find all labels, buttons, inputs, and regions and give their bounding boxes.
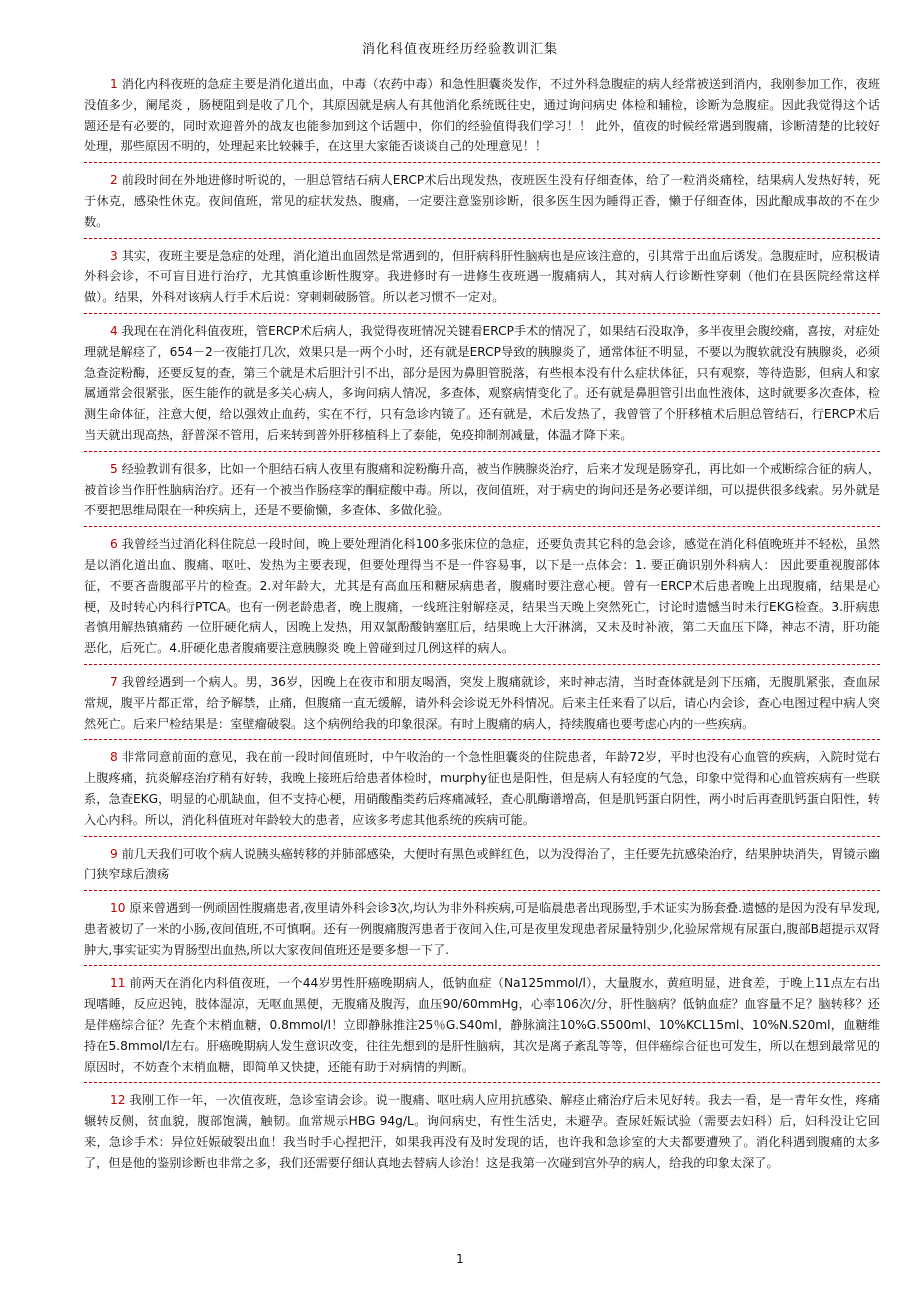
paragraph-number: 2: [110, 173, 118, 188]
dashed-separator: [84, 890, 880, 891]
paragraph-text: 我曾经遇到一个病人。男，36岁，因晚上在夜市和朋友喝酒，突发上腹痛就诊，来时神志清，当时查体就是剑下压痛，无腹肌紧张，查血尿常规，腹平片都正常，给予解禁，止痛，但腹痛一直无缓解，请外科会诊说无外科情况。后来主任来看了以后，请心内会诊，查心电图过程中病人突然死亡。后来尸检结果是：室壁瘤破裂。这个病例给我的印象很深。有时上腹痛的病人，持续腹痛也要考虑心内的一些疾病。: [84, 674, 881, 731]
paragraph-11: [84, 973, 880, 1077]
paragraph-number: 7: [110, 674, 118, 689]
paragraph-number: 8: [110, 750, 118, 765]
paragraph-7: [84, 672, 880, 734]
paragraph-8: [84, 747, 880, 830]
document-body: [84, 74, 880, 1174]
paragraph-10: [84, 898, 880, 960]
paragraph-number: 6: [110, 537, 118, 552]
paragraph-text: 前段时间在外地进修时听说的，一胆总管结石病人ERCP术后出现发热，夜班医生没有仔细查体，给了一粒消炎痛栓，结果病人发热好转，死于休克，感染性休克。夜间值班，常见的症状发热、腹痛，一定要注意鉴别诊断，很多医生因为睡得正香，懒于仔细查体，因此酿成事故的不在少数。: [84, 173, 881, 229]
paragraph-text: 我刚工作一年，一次值夜班，急诊室请会诊。说一腹痛、呕吐病人应用抗感染、解痉止痛治疗后未见好转。我去一看，是一青年女性，疼痛辗转反侧，贫血貌，腹部饱满，触韧。血常规示HBG 94g/L。询问病史，有性生活史，未避孕。查尿妊娠试验（需要去妇科）后，妇科没让它回来，急诊手术：异位妊娠破裂出血！我当时手心捏把汗，如果我再没有及时发现的话，也许我和急诊室的大夫都要遭殃了。消化科遇到腹痛的太多了，但是他的鉴别诊断也非常之多，我们还需要仔细认真地去替病人诊治！这是我第一次碰到宫外孕的病人，给我的印象太深了。: [84, 1093, 881, 1170]
dashed-separator: [84, 526, 880, 527]
paragraph-5: [84, 459, 880, 521]
page-number: 1: [456, 1252, 464, 1266]
paragraph-text: 前两天在消化内科值夜班，一个44岁男性肝癌晚期病人，低钠血症（Na125mmol/l），大量腹水，黄疸明显，进食差，于晚上11点左右出现嗜睡，反应迟钝，肢体湿凉，无呕血黑便，无腹痛及腹泻，血压90/60mmHg，心率106次/分，肝性脑病？低钠血症？血容量不足？脑转移？还是伴癌综合征？先查个末梢血糖，0.8mmol/l！立即静脉推注25％G.S40ml，静脉滴注10%G.S500ml、10%KCL15ml、10%N.S20ml，血糖维持在5.8mmol/l左右。肝癌晚期病人发生意识改变，往往先想到的是肝性脑病，其次是离子紊乱等等，但伴癌综合征也可发生，所以在想到最常见的原因时，不妨查个末梢血糖，即简单又快捷，还能有助于对病情的判断。: [84, 976, 881, 1074]
paragraph-number: 3: [110, 248, 118, 263]
dashed-separator: [84, 1082, 880, 1083]
paragraph-number: 4: [110, 323, 118, 338]
paragraph-2: [84, 170, 880, 232]
page-title: 消化科值夜班经历经验教训汇集: [361, 42, 558, 57]
paragraph-12: [84, 1090, 880, 1173]
paragraph-9: [84, 844, 880, 886]
paragraph-number: 9: [110, 846, 118, 861]
paragraph-text: 我现在在消化科值夜班，管ERCP术后病人，我觉得夜班情况关键看ERCP手术的情况了，如果结石没取净，多半夜里会腹绞痛，喜按，对症处理就是解痉了，654－2一夜能打几次，效果只是一两个小时，还有就是ERCP导致的胰腺炎了，通常体征不明显，不要以为腹软就没有胰腺炎，必须急查淀粉酶，还要反复的查，第三个就是术后胆汁引不出，部分是因为鼻胆管脱落，有些根本没有什么症状体征，只有观察，等待造影，但病人和家属通常会很紧张，医生能作的就是多关心病人，多询问病人情况，多查体，观察病情变化了。还有就是鼻胆管引出血性液体，这时就要多次查体，检测生命体征，注意大便，给以强效止血药，实在不行，只有急诊内镜了。还有就是，术后发热了，我曾管了个肝移植术后胆总管结石，行ERCP术后当天就出现高热，舒普深不管用，后来转到普外肝移植科上了泰能，免疫抑制剂减量，体温才降下来。: [84, 323, 880, 442]
dashed-separator: [84, 313, 880, 314]
paragraph-text: 经验教训有很多，比如一个胆结石病人夜里有腹痛和淀粉酶升高，被当作胰腺炎治疗，后来才发现是肠穿孔，再比如一个戒断综合征的病人，被首诊当作肝性脑病治疗。还有一个被当作肠痉挛的酮症酸中毒。所以，夜间值班，对于病史的询问还是务必要详细，可以提供很多线索。另外就是不要把思维局限在一种疾病上，还是不要偷懒，多查体、多做化验。: [84, 461, 881, 518]
paragraph-4: [84, 321, 880, 446]
dashed-separator: [84, 162, 880, 163]
dashed-separator: [84, 238, 880, 239]
dashed-separator: [84, 965, 880, 966]
paragraph-text: 其实，夜班主要是急症的处理，消化道出血固然是常遇到的，但肝病科肝性脑病也是应该注意的，引其常于出血后诱发。急腹症时，应积极请外科会诊，不可盲目进行治疗，尤其慎重诊断性腹穿。我进修时有一进修生夜班遇一腹痛病人，其对病人行诊断性穿刺（他们在县医院经常这样做）。结果，外科对该病人行手术后说：穿刺刺破肠管。所以老习惯不一定对。: [84, 248, 881, 305]
paragraph-text: 原来曾遇到一例顽固性腹痛患者,夜里请外科会诊3次,均认为非外科疾病,可是临晨患者出现肠型,手术证实为肠套叠.遗憾的是因为没有早发现,患者被切了一米的小肠,夜间值班,不可慎啊。还有一例腹痛腹泻患者于夜间入住,可是夜里发现患者尿量特别少,化验尿常规有尿蛋白,腹部B超提示双肾肿大,事实证实为胃肠型出血热,所以大家夜间值班还是要多想一下了.: [84, 901, 881, 957]
paragraph-number: 10: [110, 901, 126, 916]
dashed-separator: [84, 836, 880, 837]
paragraph-number: 11: [110, 976, 126, 991]
paragraph-1: [84, 74, 880, 157]
paragraph-number: 1: [110, 77, 118, 91]
paragraph-text: 非常同意前面的意见，我在前一段时间值班时，中午收治的一个急性胆囊炎的住院患者，年龄72岁，平时也没有心血管的疾病，入院时觉右上腹疼痛，抗炎解痉治疗稍有好转，我晚上接班后给患者体检时，murphy征也是阳性，但是病人有轻度的气急，印象中觉得和心血管疾病有一些联系，急查EKG，明显的心肌缺血，但不支持心梗，用硝酸酯类药后疼痛减轻，查心肌酶谱增高，但是肌钙蛋白阴性，两小时后再查肌钙蛋白阳性，转入心内科。所以，消化科值班对年龄较大的患者，应该多考虑其他系统的疾病可能。: [84, 750, 881, 827]
dashed-separator: [84, 739, 880, 740]
paragraph-3: [84, 246, 880, 308]
dashed-separator: [84, 451, 880, 452]
paragraph-number: 5: [110, 461, 118, 476]
paragraph-text: 我曾经当过消化科住院总一段时间，晚上要处理消化科100多张床位的急症，还要负责其它科的急会诊，感觉在消化科值晚班并不轻松，虽然是以消化道出血、腹痛、呕吐、发热为主要表现，但要处理得当不是一件容易事，以下是一点体会：1. 要正确识别外科病人： 因此要重视腹部体征，不要吝啬腹部平片的检查。2.对年龄大，尤其是有高血压和糖尿病患者，腹痛时要注意心梗。曾有一ERCP术后患者晚上出现腹痛，结果是心梗，及时转心内科行PTCA。也有一例老龄患者，晚上腹痛，一线班注射解痉灵，结果当天晚上突然死亡，讨论时遗憾当时未行EKG检查。3.肝病患者慎用解热镇痛药 一位肝硬化病人，因晚上发热，用双氯酚酸钠塞肛后，结果晚上大汗淋漓，又未及时补液，第二天血压下降，神志不清，肝功能恶化，后死亡。4.肝硬化患者腹痛要注意胰腺炎 晚上曾碰到过几例这样的病人。: [84, 537, 880, 656]
paragraph-6: [84, 534, 880, 659]
paragraph-text: 消化内科夜班的急症主要是消化道出血，中毒（农药中毒）和急性胆囊炎发作，不过外科急腹症的病人经常被送到消内，我刚参加工作，夜班没值多少，阑尾炎 ，肠梗阻到是收了几个，其原因就是病人有其他消化系统既往史，通过询问病史 体检和辅检，诊断为急腹症。因此我觉得这个话题还是有必要的，同时欢迎普外的战友也能参加到这个话题中，你们的经验值得我们学习！！ 此外，值夜的时候经常遇到腹痛，诊断清楚的比较好处理，那些原因不明的，处理起来比较棘手，在这里大家能否谈谈自己的处理意见！！: [84, 77, 881, 154]
paragraph-text: 前几天我们可收个病人说胰头癌转移的并肺部感染，大便时有黑色或鲜红色，以为没得治了，主任要先抗感染治疗，结果肿块消失，胃镜示幽门狭窄球后溃疡: [84, 846, 881, 882]
paragraph-number: 12: [110, 1093, 126, 1108]
dashed-separator: [84, 664, 880, 665]
